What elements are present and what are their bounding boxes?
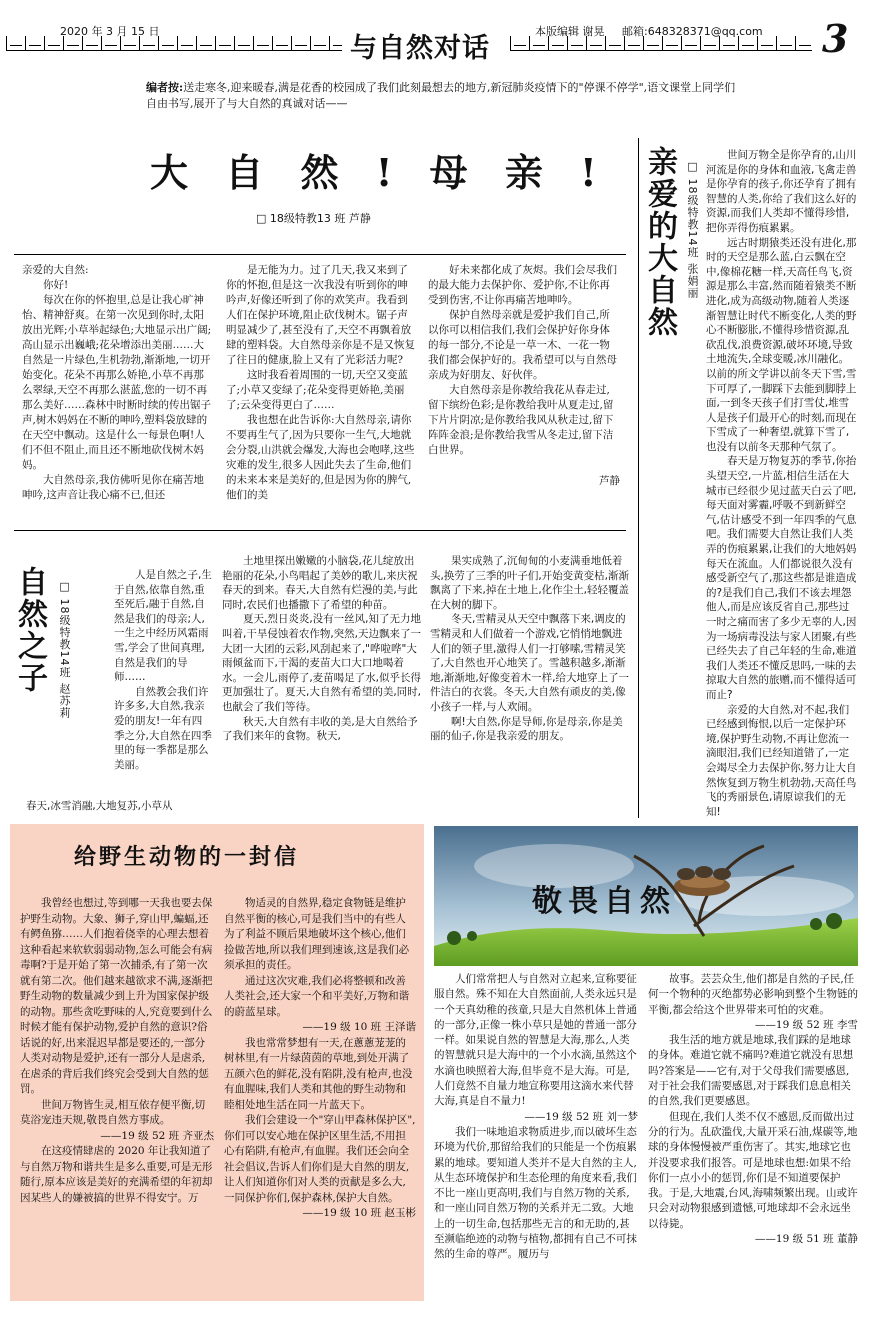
article3-byline: □ 18级特教14班 赵苏莉	[58, 580, 71, 719]
article5-col1	[434, 972, 638, 1263]
paragraph: 人是自然之子,生于自然,依靠自然,重至死后,融于自然,自然是我们的母亲;人,一生之中经历风霜雨雪,学会了世间真理,自然是我们的导师……	[114, 569, 212, 684]
header-date: 2020 年 3 月 15 日	[60, 25, 160, 38]
author-credit: ——19 级 52 班 齐亚杰	[100, 1129, 214, 1142]
header-rule-tick	[510, 36, 529, 50]
page-header	[0, 0, 870, 66]
header-rule-tick	[253, 36, 272, 50]
header-rule-tick	[6, 36, 25, 50]
article4-title: 给野生动物的一封信	[74, 844, 300, 870]
article1-box	[14, 254, 626, 531]
paragraph: 世间万物全是你孕育的,山川河流是你的身体和血液,飞禽走兽是你孕育的孩子,你还孕育了拥有智慧的人类,你给了我们这么好的资源,而我们人类却不懂得珍惜,把你弄得伤痕累累。	[706, 149, 857, 234]
paragraph: 世间万物皆生灵,相互依存便平衡,切莫浴宠违天规,敬畏自然方事成。	[20, 1098, 206, 1126]
article3-col1-tail: 春天,冰雪消融,大地复苏,小草从	[26, 800, 173, 812]
paragraph: 每次在你的怀抱里,总是让我心旷神怡、精神舒爽。在第一次见到你时,太阳放出光辉;小草举起绿色;大地显示出广阔;高山显示出巍峨;花朵增添出美丽……大自然是一片绿色,生机勃勃,渐渐地,一切开始变化。花朵不再那么娇艳,小草不再那么翠绿,天空不再那么湛蓝,您的一切不再那么美好……森林中时断时续的传出锯子声,树木妈妈在不断的呻吟,塑料袋放肆的在天空中飘动。这是什么一每景色啊!人们不但不阻止,而且还不断地砍伐树木妈妈。	[22, 294, 212, 471]
article5-col2	[648, 972, 858, 1247]
nature-photo	[434, 826, 858, 966]
header-rule-tick	[25, 36, 44, 50]
paragraph: 大自然母亲,我仿佛听见你在痛苦地呻吟,这声音让我心痛不已,但还	[22, 474, 204, 501]
header-rule-tick	[272, 36, 291, 50]
paragraph: 在这疫情肆虐的 2020 年让我知道了与自然万物和谐共生是多么重要,可是无形随行,原本应该是美好的充满希望的年初却因某些人的嫌被搞的世界不得安宁。万	[20, 1145, 213, 1204]
paragraph: 我曾经也想过,等到哪一天我也要去保护野生动物。大象、狮子,穿山甲,蝙蝠,还有鳄鱼猕……人们抱着侥幸的心理去想着这种看起来软软弱弱动物,怎么可能会有病毒啊?于是开始了第一次捕杀,有了第一次就有第二次。他们越来越欲求不满,逐渐把野生动物的数量减少到上升为国家保护级的动物。那些贪吃野味的人,究竟要到什么时候才能有保护动物,爱护自然的意识?俗话说的好,出来混迟早都是要还的,一部分人类对动物是爱护,还有一部分人是虐杀,在虐杀的背后我们终究会受到大自然的惩罚。	[20, 897, 213, 1095]
article2-body	[706, 148, 858, 819]
paragraph: 保护自然母亲就是爱护我们自己,所以你可以相信我们,我们会保护好你身体的每一部分,不论是一草一木、一花一物我们都会保护好的。我希望可以与自然母亲成为好朋友、好伙伴。	[428, 309, 617, 381]
article3-title: 自然之子	[12, 566, 47, 694]
paragraph: 你好!	[43, 279, 69, 291]
header-rule-tick	[196, 36, 215, 50]
header-rule-tick	[291, 36, 310, 50]
header-rule-tick	[234, 36, 253, 50]
article2-byline: □ 18级特教14班 张娟丽	[686, 160, 699, 299]
paragraph: 但现在,我们人类不仅不感恩,反而做出过分的行为。乱砍滥伐,大量开采石油,煤碳等,地球的身体慢慢被严重伤害了。其实,地球它也并没要求我们报答。可是地球也想:如果不给你们一点小小的惩罚,你们是不知道要保护我。于是,大地震,台风,海啸频繁出现。山或许只会对动物狠感到遗憾,可地球却不会永远坐以待毙。	[648, 1110, 858, 1230]
article2-border	[638, 138, 639, 818]
paragraph: 故事。芸芸众生,他们都是自然的子民,任何一个物种的灭绝都势必影响到整个生物链的平衡,都会给这个世界带来可怕的灾难。	[648, 973, 858, 1016]
paragraph: 土地里探出嫩嫩的小脑袋,花儿绽放出艳丽的花朵,小鸟唱起了美妙的歌儿,来庆祝春天的到来。春天,大自然有烂漫的美,与此同时,农民们也播撒下了希望的种苗。	[222, 555, 418, 611]
paragraph: 冬天,雪精灵从天空中飘落下来,调皮的雪精灵和人们做着一个游戏,它悄悄地飘进人们的领子里,激得人们一打够嗦,雪精灵笑了,大自然也开心地笑了。雪越积越多,渐渐地,渐渐地,好像变着木一样,给大地穿上了一件洁白的衣裳。冬天,大自然有顽皮的美,像小孩子一样,与人欢闹。	[430, 613, 630, 713]
article1-col2	[226, 263, 416, 503]
page-number: 3	[822, 16, 849, 61]
paragraph: 啊!大自然,你是导师,你是母亲,你是美丽的仙子,你是我亲爱的朋友。	[430, 715, 623, 743]
header-rule-left	[6, 36, 342, 51]
article3-col3	[430, 554, 630, 744]
article1-signature: 芦静	[599, 475, 620, 487]
article4-col1	[20, 896, 214, 1206]
author-credit: ——19 级 10 班 王泽谐	[302, 1021, 416, 1033]
paragraph: 物适灵的自然界,稳定食物链是维护自然平衡的核心,可是我们当中的有些人为了利益不顾后果地破坏这个核心,他们捡做苦地,所以我们理到速该,这是我们必须承担的责任。	[224, 897, 410, 971]
paragraph: 我们一味地追求物质进步,而以破坏生态环境为代价,那留给我们的只能是一个伤痕累累的地球。要知道人类并不是大自然的主人,从生态环境保护和生态伦理的角度来看,我们不比一座山更高明,我们与自然万物的关系,和一座山同自然万物的关系并无二致。大地上的一切生命,包括那些无言的和无助的,甚至濒临绝迹的动物与植物,都拥有自己不可抹然的生命的尊严。履历与	[434, 1125, 637, 1261]
header-rule-tick	[795, 36, 812, 50]
editor-note-label: 编者按:	[146, 81, 184, 94]
paragraph: 我也常常梦想有一天,在蔥蔥茏茏的树林里,有一片绿茵茵的草地,到处开满了五颜六色的鲜花,没有陷阱,没有枪声,也没有血腥味,我们人类和其他的野生动物和睦相处地生活在同一片蓝天下。	[224, 1036, 413, 1111]
paragraph: 远古时期猿类还没有进化,那时的天空是那么蓝,白云飘在空中,像棉花糖一样,天高任鸟飞,资源是那么丰富,然而随着猿类不断进化,成为高级动物,随着人类逐渐智慧让时代不断变化,人类的野心不断膨胀,不懂得珍惜资源,乱砍乱伐,浪费资源,破坏环境,导致土地流失,全球变暖,冰川融化。以前的所文学讲以前冬天下雪,雪下可厚了,一脚踩下去能到脚脖上面,一到冬天孩子们打雪仗,堆雪人是孩子们最开心的时刻,而现在下雪成了一种奢望,就算下雪了,也没有以前冬天那种气氛了。	[706, 236, 857, 453]
article1-col1	[22, 263, 214, 503]
article2-title: 亲爱的大自然	[642, 146, 677, 338]
article5-title: 敬畏自然	[532, 884, 676, 919]
paragraph: 我也想在此告诉你:大自然母亲,请你不要再生气了,因为只要你一生气,大地就会分裂,山洪就会爆发,大海也会咆哮,这些灾难的发生,很多人因此失去了生命,他们的未来本来是美好的,但是因为你的脾气,他们的美	[226, 414, 415, 501]
paragraph: 通过这次灾难,我们必将整顿和改善人类社会,还大家一个和平美好,万物和谐的蔚蓝星球。	[224, 974, 410, 1018]
paragraph: 秋天,大自然有丰收的美,是大自然给予了我们来年的食物。秋天,	[222, 715, 418, 743]
editor-note-text: 送走寒冬,迎来暖春,满是花香的校园成了我们此刻最想去的地方,新冠肺炎疫情下的"停课不停学",语文课堂上同学们自由书写,展开了与大自然的真诚对话——	[146, 81, 736, 110]
paragraph: 自然教会我们许许多多,大自然,我亲爱的朋友!一年有四季之分,大自然在四季里的每一季都是那么美丽。	[114, 685, 212, 771]
article3-col1	[114, 568, 212, 772]
paragraph: 亲爱的大自然,对不起,我们已经感到悔恨,以后一定保护环境,保护野生动物,不再让您流一滴眼泪,我们已经知道错了,一定会竭尽全力去保护你,努力让大自然恢复到万物生机勃勃,天高任鸟飞的秀丽景色,请原谅我们的无知!	[706, 703, 857, 818]
paragraph: 果实成熟了,沉甸甸的小麦满垂地低着头,换劳了三季的叶子们,开始变黄变枯,渐渐飘离了下来,掉在土地上,化作尘土,轻轻覆盖在大树的脚下。	[430, 555, 630, 611]
article4-box	[10, 824, 424, 1301]
header-rule-tick	[310, 36, 329, 50]
article1-title: 大 自 然 ! 母 亲 !	[150, 150, 609, 195]
author-credit: ——19 级 52 班 李雪	[754, 1018, 858, 1031]
paragraph: 春天是万物复苏的季节,你抬头望天空,一片蓝,相信生活在大城市已经很少见过蓝天白云了吧,每天面对雾霾,呼吸不到新鲜空气,估计感受不到一年四季的气息吧。我们需要大自然让我们人类弄的伤痕累累,让我们的大地妈妈每天在流血。人们都说很久没有感受新空气了,那这些都是谁造成的?是我们自己,我们不该去埋怨他人,而是应该反省自己,那些过一时之痛而害了多少无辜的人,因为一场病毒没法与家人团聚,有些已经失去了自己年轻的生命,难道我们人类还不懂反思吗,一味的去掠取大自然的旅赠,而不懂得适可而止?	[706, 455, 857, 701]
paragraph: 大自然母亲是你教给我花从春走过,留下缤纷色彩;是你教给我叶从夏走过,留下片片阴凉;是你教给我风从秋走过,留下阵阵金浪;是你教给我雪从冬走过,留下洁白世界。	[428, 384, 614, 456]
article1-col3	[428, 263, 618, 458]
author-credit: ——19 级 52 班 刘一梦	[524, 1110, 638, 1123]
header-title: 与自然对话	[350, 33, 490, 64]
paragraph: 这时我看着周围的一切,天空又变蓝了;小草又变绿了;花朵变得更娇艳,美丽了;云朵变得更白了……	[226, 369, 408, 411]
paragraph: 夏天,烈日炎炎,没有一丝风,知了无力地叫着,干旱侵蚀着农作物,突然,天边飘来了一大团一大团的云彩,风刮起来了,"哗啦哗"大雨倾盆而下,干渴的麦苗大口大口地喝着水。一会儿,雨停了,麦苗喝足了水,似乎长得更加强壮了。夏天,大自然有希望的美,同时,也献会了我们等待。	[222, 613, 422, 713]
header-rule-tick	[215, 36, 234, 50]
author-credit: ——19 级 51 班 董静	[754, 1233, 858, 1246]
paragraph: 亲爱的大自然:	[22, 264, 89, 276]
header-email: 邮箱:648328371@qq.com	[622, 25, 763, 38]
paragraph: 人们常常把人与自然对立起来,宣称要征服自然。殊不知在大自然面前,人类永远只是一个天真幼稚的孩童,只是大自然机体上普通的一部分,正像一株小草只是她的普通一部分一样。如果说自然的智慧是大海,那么,人类的智慧就只是大海中的一个小水滴,虽然这个水滴也映照着大海,但毕竟不是大海。可是,人们竟然不自量力地宣称要用这滴水来代替大海,真是自不量力!	[434, 973, 637, 1108]
paragraph: 我们会建设一个"穿山甲森林保护区",你们可以安心地在保护区里生活,不用担心有陷阱,有枪声,有血腥。我们还会向全社会倡议,告诉人们你们是大自然的朋友,让人们知道你们对人类的贡献是多么大,一同保护你们,保护森林,保护大自然。	[224, 1114, 416, 1204]
article4-col2	[224, 896, 416, 1222]
header-rule-tick	[158, 36, 177, 50]
article1-byline: □ 18级特教13 班 芦静	[256, 212, 371, 225]
header-editor: 本版编辑 谢晃	[535, 25, 605, 38]
paragraph: 我生活的地方就是地球,我们踩的是地球的身体。难道它就不痛吗?难道它就没有思想吗?答案是——它有,对于父母我们需要感恩,对于社会我们需要感恩,对于踩我们息息相关的自然,我们更要感恩。	[648, 1034, 854, 1108]
header-rule-tick	[329, 36, 342, 50]
author-credit: ——19 级 10 班 赵玉彬	[302, 1207, 416, 1219]
article3-col2	[222, 554, 422, 744]
header-rule-tick	[776, 36, 795, 50]
paragraph: 是无能为力。过了几天,我又来到了你的怀抱,但是这一次我没有听到你的呻吟声,好像还听到了你的欢笑声。我看到人们在保护环境,阻止砍伐树木。锯子声明显减少了,甚至没有了,天空不再飘着放肆的塑料袋。大自然母亲你是不是又恢复了往日的健康,脸上又有了光彩活力呢?	[226, 264, 415, 366]
header-rule-tick	[177, 36, 196, 50]
editor-note	[146, 80, 736, 112]
paragraph: 好未来都化成了灰烬。我们会尽我们的最大能力去保护你、爱护你,不让你再受到伤害,不让你再痛苦地呻吟。	[428, 264, 617, 306]
